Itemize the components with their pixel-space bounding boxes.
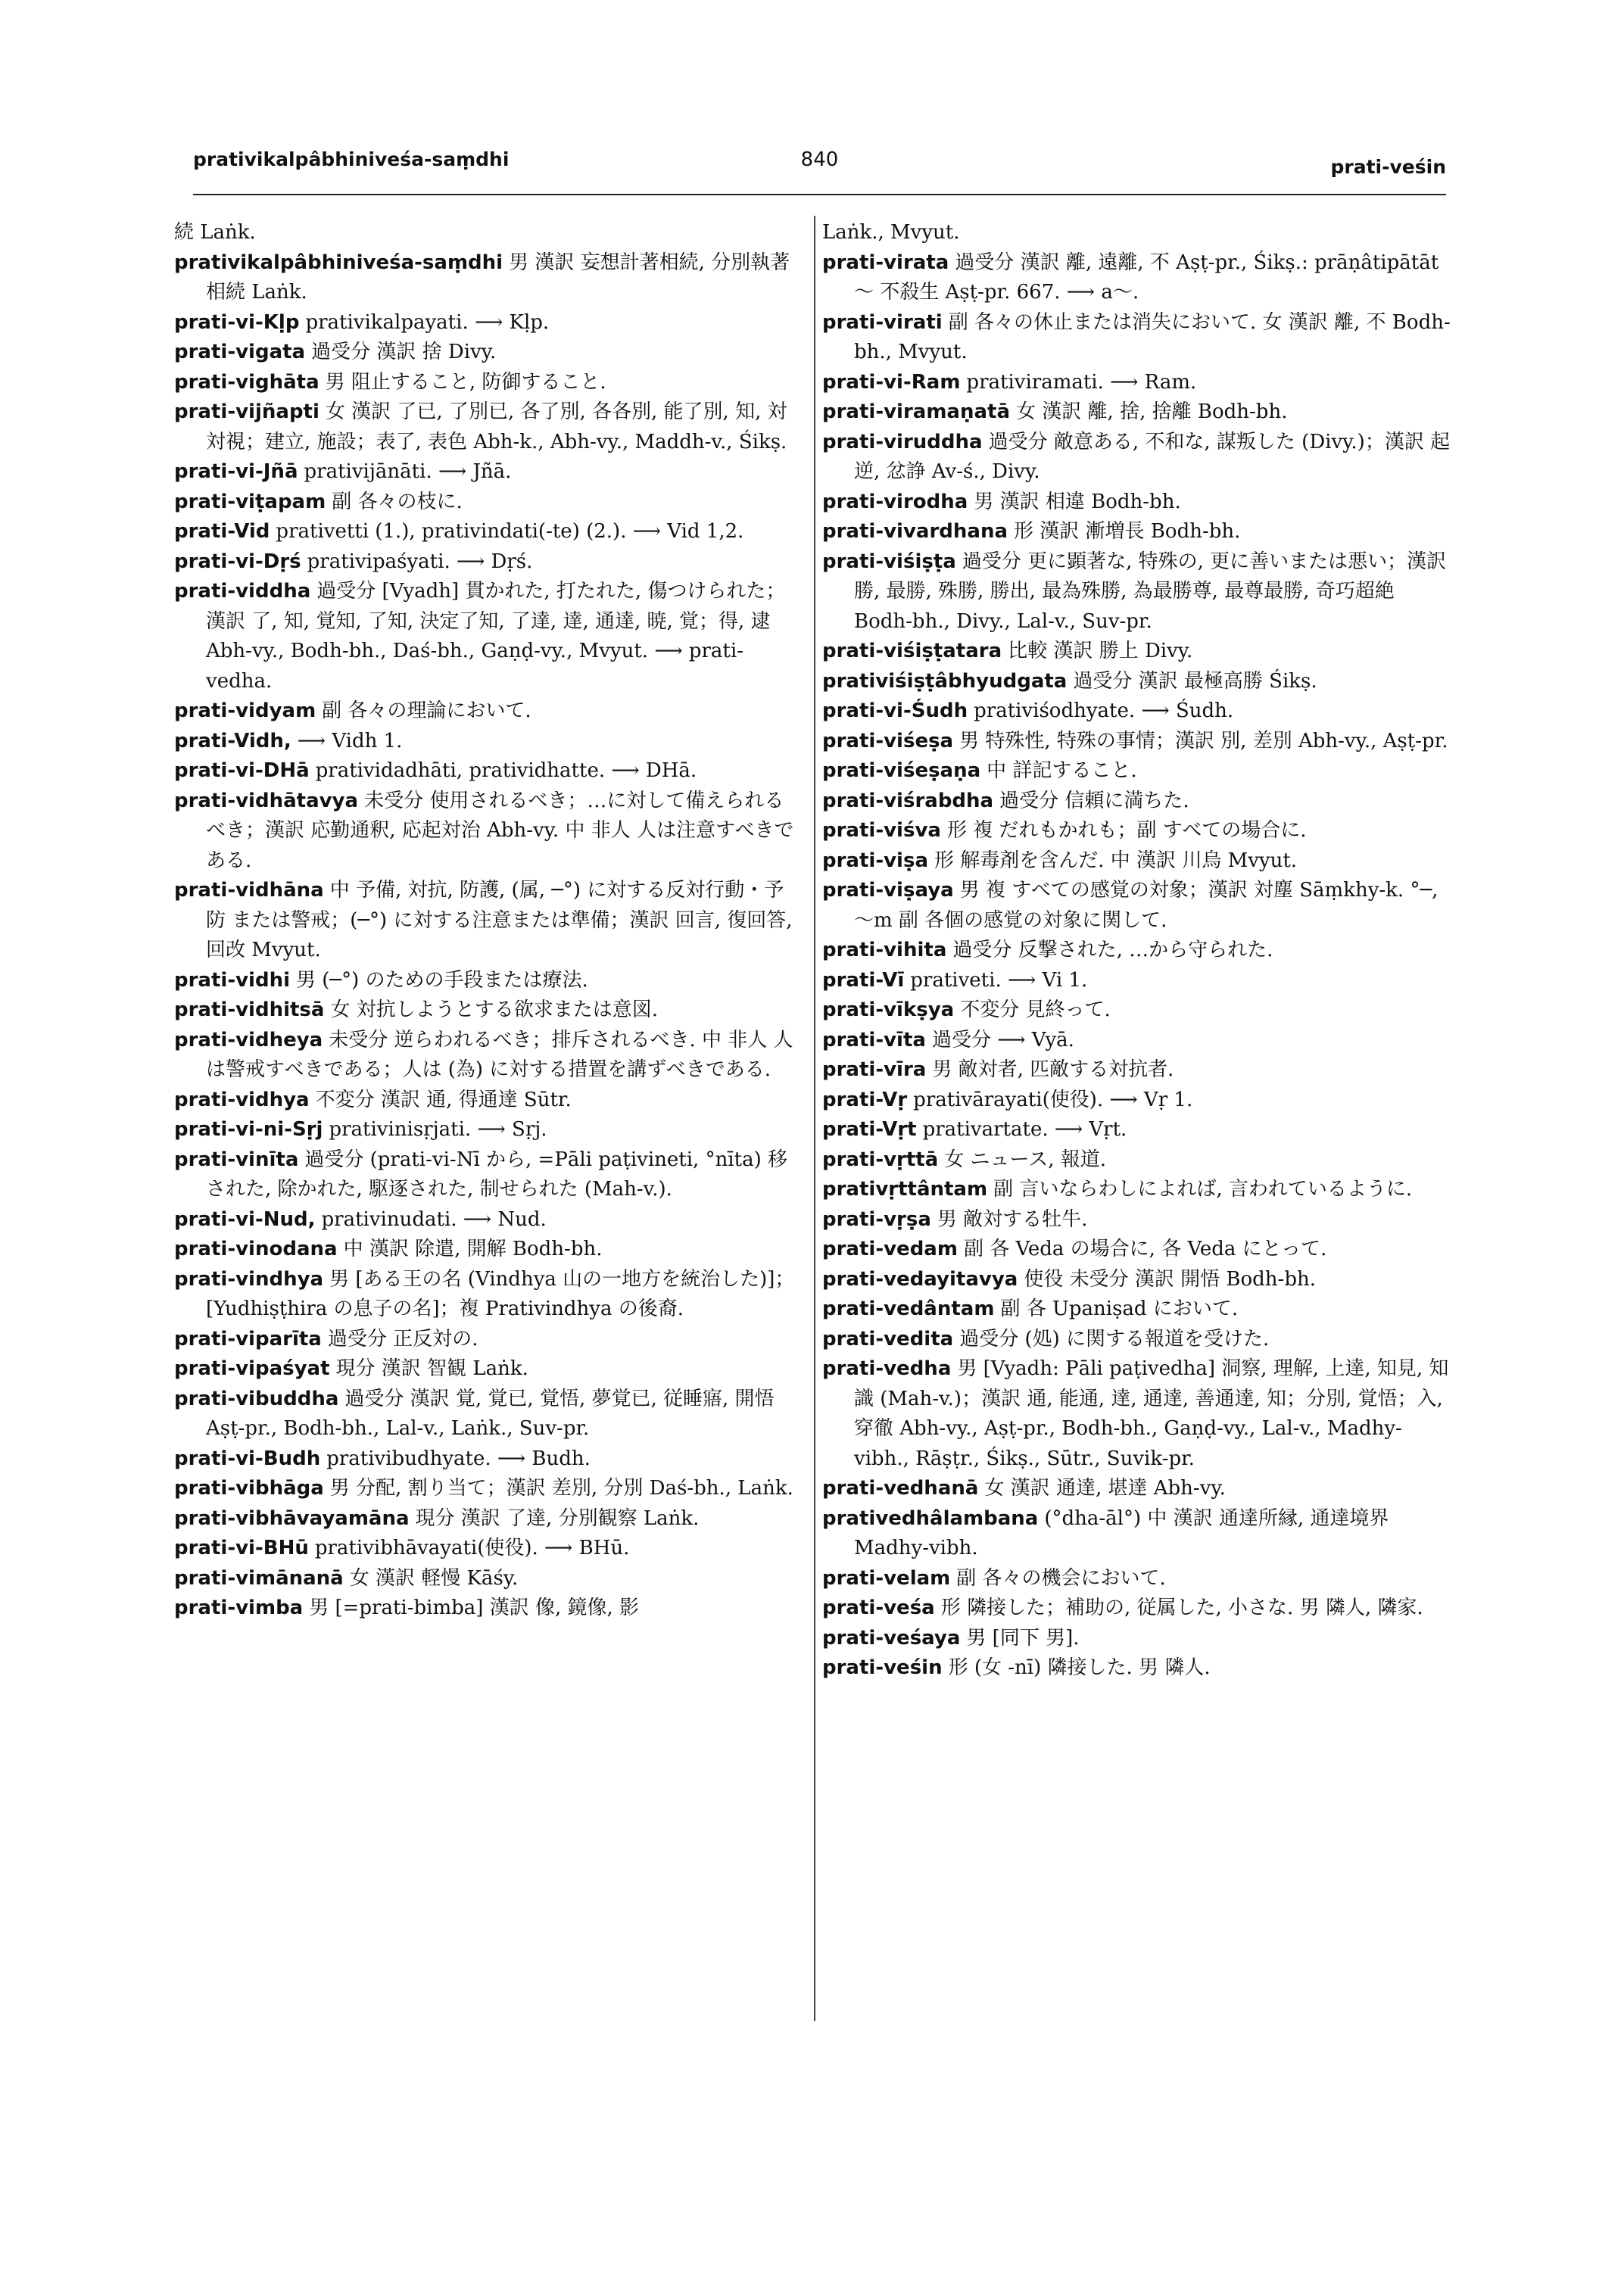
- entry-definition: 過受分 ⟶ Vyā.: [931, 1028, 1074, 1051]
- entry-definition: prativinudati. ⟶ Nud.: [321, 1207, 547, 1231]
- dictionary-entry: [174, 248, 803, 308]
- dictionary-entry: [174, 696, 803, 727]
- dictionary-entry: [822, 787, 1451, 817]
- entry-definition: prativikalpayati. ⟶ Kḷp.: [305, 310, 550, 334]
- dictionary-entry: [822, 1205, 1451, 1235]
- dictionary-entry: [174, 517, 803, 547]
- entry-definition: 比較 漢訳 勝上 Divy.: [1008, 640, 1193, 662]
- dictionary-entry: [822, 1474, 1451, 1504]
- running-head-right: prati-veśin: [1330, 156, 1446, 178]
- dictionary-entry: [822, 248, 1451, 308]
- dictionary-entry: [822, 727, 1451, 757]
- dictionary-entry: [174, 995, 803, 1026]
- dictionary-entry: [822, 488, 1451, 518]
- entry-definition: prativiśodhyate. ⟶ Śudh.: [974, 699, 1234, 722]
- entry-definition: prativipaśyati. ⟶ Dṛś.: [307, 550, 533, 573]
- entry-headword: prati-viruddha: [822, 430, 983, 453]
- entry-headword: prati-Vī: [822, 968, 905, 992]
- entry-headword: prati-vibhāga: [174, 1477, 324, 1500]
- entry-headword: prati-viṭapam: [174, 490, 326, 513]
- entry-definition: 男 (─°) のための手段または療法.: [296, 968, 588, 992]
- dictionary-entry: [174, 756, 803, 787]
- entry-headword: prati-veśa: [822, 1597, 935, 1619]
- entry-definition: 中 詳記すること.: [987, 759, 1137, 782]
- dictionary-entry: [174, 966, 803, 996]
- entry-headword: prati-vinīta: [174, 1148, 299, 1171]
- entry-definition: 不変分 漢訳 通, 得通達 Sūtr.: [315, 1088, 572, 1111]
- entry-definition: 過受分 (処) に関する報道を受けた.: [959, 1327, 1270, 1351]
- entry-definition: prativartate. ⟶ Vṛt.: [922, 1118, 1127, 1141]
- entry-definition: 男 漢訳 妄想計著相続, 分別執著相続 Laṅk.: [206, 251, 790, 304]
- dictionary-entry: [174, 1444, 803, 1475]
- entry-headword: prati-viṣaya: [822, 879, 954, 902]
- entry-definition: 過受分 反撃された, …から守られた.: [952, 939, 1273, 961]
- dictionary-entry: [822, 1086, 1451, 1116]
- entry-headword: prati-vijñapti: [174, 400, 320, 423]
- entry-definition: 過受分 (prati-vi-Nī から, =Pāli paṭivineti, °nīta) 移された, 除かれた, 駆逐された, 制せられた (Mah-v.).: [206, 1148, 787, 1201]
- right-column: [822, 218, 1451, 1684]
- entry-headword: prati-viparīta: [174, 1327, 322, 1351]
- entry-definition: 男 複 すべての感覚の対象；漢訳 対塵 Sāṃkhy-k. °─, ～m 副 各個の感覚の対象に関して.: [854, 879, 1439, 932]
- dictionary-entry: [822, 1624, 1451, 1654]
- dictionary-entry: [822, 1055, 1451, 1086]
- dictionary-entry: [822, 995, 1451, 1026]
- dictionary-entry: [174, 1115, 803, 1145]
- page-header: [193, 148, 1446, 186]
- entry-headword: prati-vedam: [822, 1238, 958, 1260]
- dictionary-entry: [174, 1145, 803, 1205]
- dictionary-entry: [174, 1026, 803, 1086]
- entry-headword: prati-vi-Nud,: [174, 1207, 316, 1231]
- entry-headword: prati-Vid: [174, 520, 270, 543]
- entry-definition: 形 隣接した；補助の, 従属した, 小さな. 男 隣人, 隣家.: [940, 1597, 1423, 1619]
- entry-definition: ⟶ Vidh 1.: [297, 729, 403, 752]
- entry-definition: 副 各々の機会において.: [956, 1566, 1166, 1590]
- entry-headword: prati-vi-Ram: [822, 370, 961, 394]
- dictionary-entry: [822, 1354, 1451, 1474]
- entry-headword: prati-vīra: [822, 1058, 927, 1081]
- entry-definition: pratividadhāti, pratividhatte. ⟶ DHā.: [315, 759, 697, 782]
- entry-definition: 過受分 正反対の.: [327, 1327, 478, 1351]
- entry-definition: 過受分 更に顕著な, 特殊の, 更に善いまたは悪い；漢訳 勝, 最勝, 殊勝, 勝出, 最為殊勝, 為最勝尊, 最尊最勝, 奇巧超絶 Bodh-bh., Divy., Lal-v., Suv-pr.: [854, 550, 1447, 633]
- dictionary-entry: [822, 1175, 1451, 1205]
- entry-headword: prati-vivardhana: [822, 520, 1008, 543]
- entry-headword: prati-vidhi: [174, 968, 291, 992]
- entry-headword: prativedhâlambana: [822, 1506, 1039, 1530]
- entry-headword: prativiśiṣṭâbhyudgata: [822, 669, 1068, 693]
- header-rule: [193, 194, 1446, 195]
- entry-headword: prati-viṣa: [822, 849, 928, 872]
- dictionary-entry: [174, 727, 803, 757]
- entry-headword: prati-veśin: [822, 1656, 943, 1679]
- dictionary-entry: [822, 517, 1451, 547]
- entry-definition: 中 予備, 対抗, 防護, (属, ─°) に対する反対行動・予防 または警戒；(─°) に対する注意または準備；漢訳 回言, 復回答, 回改 Mvyut.: [206, 879, 793, 961]
- dictionary-entry: [174, 1594, 803, 1624]
- entry-definition: prativijānāti. ⟶ Jñā.: [304, 460, 512, 483]
- entry-definition: 未受分 逆らわれるべき；排斥されるべき. 中 非人 人は警戒すべきである；人は (為) に対する措置を講ずべきである.: [206, 1028, 793, 1081]
- entry-definition: 中 漢訳 除遣, 開解 Bodh-bh.: [343, 1238, 603, 1260]
- dictionary-entry: [174, 876, 803, 966]
- dictionary-entry: [822, 1235, 1451, 1265]
- dictionary-entry: [174, 547, 803, 578]
- entry-headword: prati-vi-Dṛś: [174, 550, 301, 573]
- entry-definition: prativinisṛjati. ⟶ Sṛj.: [329, 1118, 547, 1141]
- entry-headword: prativikalpâbhiniveśa-saṃdhi: [174, 251, 503, 274]
- entry-definition: 過受分 信頼に満ちた.: [999, 789, 1189, 812]
- entry-headword: prati-veśaya: [822, 1626, 961, 1650]
- entry-headword: prati-vīkṣya: [822, 999, 955, 1021]
- entry-definition: 女 漢訳 了已, 了別已, 各了別, 各各別, 能了別, 知, 対対視；建立, 施設；表了, 表色 Abh-k., Abh-vy., Maddh-v., Śikṣ.: [206, 400, 787, 453]
- entry-definition: 形 解毒剤を含んだ. 中 漢訳 川烏 Mvyut.: [934, 849, 1298, 872]
- dictionary-entry: [174, 577, 803, 696]
- dictionary-entry: [822, 1594, 1451, 1624]
- entry-headword: prati-vi-DHā: [174, 759, 310, 782]
- entry-headword: prati-vi-Kḷp: [174, 310, 300, 334]
- dictionary-entry: [174, 397, 803, 457]
- entry-headword: prati-viśeṣa: [822, 729, 954, 752]
- entry-headword: prati-vidheya: [174, 1028, 323, 1051]
- dictionary-entry: [822, 1653, 1451, 1684]
- entry-headword: prati-vigata: [174, 341, 306, 363]
- entry-headword: prati-viddha: [174, 580, 311, 603]
- entry-headword: prati-vidhya: [174, 1088, 310, 1111]
- dictionary-entry: [174, 368, 803, 398]
- dictionary-entry: [174, 218, 803, 248]
- dictionary-entry: [174, 1265, 803, 1325]
- entry-definition: 女 漢訳 軽慢 Kāśy.: [349, 1566, 519, 1590]
- dictionary-entry: [822, 936, 1451, 966]
- entry-definition: prativetti (1.), prativindati(-te) (2.). ⟶ Vid 1,2.: [276, 520, 744, 543]
- dictionary-entry: [822, 368, 1451, 398]
- entry-definition: 女 対抗しようとする欲求または意図.: [330, 999, 658, 1021]
- dictionary-entry: [822, 1564, 1451, 1594]
- dictionary-entry: [822, 667, 1451, 697]
- dictionary-entry: [174, 787, 803, 877]
- entry-headword: prati-Vṛt: [822, 1118, 917, 1141]
- entry-headword: prati-vinodana: [174, 1238, 338, 1260]
- dictionary-entry: [174, 1205, 803, 1235]
- entry-definition: 女 ニュース, 報道.: [944, 1148, 1107, 1171]
- entry-headword: prati-vidhāna: [174, 879, 324, 902]
- entry-headword: prativṛttântam: [822, 1178, 988, 1201]
- entry-definition: 副 各々の理論において.: [322, 699, 531, 722]
- entry-headword: prati-virati: [822, 310, 943, 334]
- entry-headword: prati-viśrabdha: [822, 789, 994, 812]
- entry-headword: prati-virodha: [822, 490, 968, 513]
- entry-definition: prativibudhyate. ⟶ Budh.: [326, 1447, 591, 1470]
- entry-definition: prativeti. ⟶ Vi 1.: [910, 968, 1088, 992]
- entry-headword: prati-vighāta: [174, 370, 320, 394]
- entry-definition: 過受分 漢訳 最極高勝 Śikṣ.: [1073, 669, 1317, 693]
- entry-headword: prati-velam: [822, 1566, 951, 1590]
- dictionary-entry: [822, 1325, 1451, 1355]
- dictionary-entry: [174, 1385, 803, 1444]
- entry-headword: prati-vṛttā: [822, 1148, 939, 1171]
- entry-definition: 形 (女 -nī) 隣接した. 男 隣人.: [948, 1656, 1211, 1679]
- dictionary-entry: [174, 338, 803, 368]
- entry-definition: 形 漢訳 漸増長 Bodh-bh.: [1014, 520, 1241, 543]
- entry-headword: prati-vibhāvayamāna: [174, 1506, 410, 1530]
- entry-definition: 男 阻止すること, 防御すること.: [325, 370, 606, 394]
- left-column: [174, 218, 803, 1624]
- entry-definition: Laṅk., Mvyut.: [822, 221, 960, 244]
- entry-headword: prati-vṛṣa: [822, 1207, 931, 1231]
- dictionary-entry: [822, 876, 1451, 936]
- entry-headword: prati-viramaṇatā: [822, 400, 1011, 423]
- entry-headword: prati-vimānanā: [174, 1566, 344, 1590]
- dictionary-entry: [174, 1086, 803, 1116]
- dictionary-entry: [822, 846, 1451, 877]
- entry-definition: 女 漢訳 通達, 堪達 Abh-vy.: [984, 1477, 1226, 1500]
- entry-definition: 男 分配, 割り当て；漢訳 差別, 分別 Daś-bh., Laṅk.: [329, 1477, 793, 1500]
- dictionary-entry: [822, 1265, 1451, 1295]
- entry-definition: 副 各 Upaniṣad において.: [1000, 1298, 1239, 1320]
- entry-definition: 過受分 漢訳 覚, 覚已, 覚悟, 夢覚已, 従睡寤, 開悟 Aṣṭ-pr., Bodh-bh., Lal-v., Laṅk., Suv-pr.: [206, 1387, 775, 1440]
- running-head-left: prativikalpâbhiniveśa-saṃdhi: [193, 148, 510, 170]
- entry-headword: prati-vidhitsā: [174, 999, 325, 1021]
- dictionary-entry: [822, 1145, 1451, 1176]
- entry-definition: 過受分 漢訳 捨 Divy.: [311, 341, 497, 363]
- entry-headword: prati-vi-Jñā: [174, 460, 298, 483]
- entry-headword: prati-vidhātavya: [174, 789, 359, 812]
- dictionary-entry: [822, 756, 1451, 787]
- dictionary-entry: [822, 637, 1451, 667]
- dictionary-entry: [174, 1564, 803, 1594]
- entry-headword: prati-Vidh,: [174, 729, 291, 752]
- entry-definition: 現分 漢訳 智観 Laṅk.: [335, 1357, 528, 1380]
- entry-definition: 副 言いならわしによれば, 言われているように.: [993, 1178, 1413, 1201]
- entry-definition: prativārayati(使役). ⟶ Vṛ 1.: [913, 1088, 1193, 1111]
- entry-headword: prati-vedayitavya: [822, 1267, 1018, 1291]
- dictionary-entry: [822, 1026, 1451, 1056]
- entry-definition: (°dha-āl°) 中 漢訳 通達所縁, 通達境界 Madhy-vibh.: [854, 1506, 1389, 1559]
- entry-definition: 副 各 Veda の場合に, 各 Veda にとって.: [963, 1238, 1327, 1260]
- dictionary-entry: [174, 1474, 803, 1504]
- dictionary-entry: [174, 1354, 803, 1385]
- entry-headword: prati-vedhanā: [822, 1477, 979, 1500]
- entry-definition: 男 [Vyadh: Pāli paṭivedha] 洞察, 理解, 上達, 知見, 知識 (Mah-v.)；漢訳 通, 能通, 達, 通達, 善通達, 知；分別, 覚悟；入, 穿徹 Abh-vy., Aṣṭ-pr., Bodh-bh., Gaṇḍ-vy., Lal-v., Madhy-vibh., Rāṣṭr., Śikṣ., Sūtr., Suvik-pr.: [854, 1357, 1449, 1470]
- entry-headword: prati-virata: [822, 251, 949, 274]
- entry-definition: 男 [同下 男].: [966, 1626, 1080, 1650]
- dictionary-entry: [174, 1325, 803, 1355]
- page-number: 840: [800, 148, 839, 171]
- dictionary-entry: [174, 488, 803, 518]
- dictionary-entry: [174, 308, 803, 338]
- entry-headword: prati-viśva: [822, 819, 941, 842]
- dictionary-entry: [822, 696, 1451, 727]
- entry-definition: 男 敵対者, 匹敵する対抗者.: [932, 1058, 1174, 1081]
- entry-headword: prati-vi-BHū: [174, 1537, 309, 1559]
- entry-definition: prativiramati. ⟶ Ram.: [966, 370, 1197, 394]
- dictionary-entry: [822, 1294, 1451, 1325]
- dictionary-entry: [822, 397, 1451, 428]
- entry-headword: prati-Vṛ: [822, 1088, 908, 1111]
- entry-definition: 女 漢訳 離, 捨, 捨離 Bodh-bh.: [1016, 400, 1288, 423]
- entry-definition: 男 敵対する牡牛.: [937, 1207, 1088, 1231]
- entry-headword: prati-vīta: [822, 1028, 926, 1051]
- dictionary-entry: [174, 457, 803, 488]
- dictionary-entry: [822, 428, 1451, 488]
- entry-definition: 副 各々の枝に.: [332, 490, 463, 513]
- entry-definition: 副 各々の休止または消失において. 女 漢訳 離, 不 Bodh-bh., Mvyut.: [854, 310, 1451, 363]
- dictionary-entry: [174, 1235, 803, 1265]
- column-divider: [814, 216, 815, 2021]
- entry-definition: 男 漢訳 相違 Bodh-bh.: [974, 490, 1181, 513]
- entry-definition: 未受分 使用されるべき；…に対して備えられるべき；漢訳 応勤通釈, 応起対治 Abh-vy. 中 非人 人は注意すべきである.: [206, 789, 794, 872]
- entry-headword: prati-vi-ni-Sṛj: [174, 1118, 323, 1141]
- entry-headword: prati-vedântam: [822, 1298, 995, 1320]
- entry-definition: prativibhāvayati(使役). ⟶ BHū.: [314, 1537, 630, 1559]
- dictionary-entry: [822, 966, 1451, 996]
- entry-headword: prati-vedita: [822, 1327, 954, 1351]
- entry-headword: prati-viśiṣṭa: [822, 550, 956, 573]
- entry-definition: 過受分 敵意ある, 不和な, 謀叛した (Divy.)；漢訳 起逆, 忿諍 Av-ś., Divy.: [854, 430, 1451, 483]
- entry-definition: 現分 漢訳 了達, 分別観察 Laṅk.: [415, 1506, 700, 1530]
- dictionary-entry: [822, 547, 1451, 637]
- entry-headword: prati-vidyam: [174, 699, 316, 722]
- dictionary-entry: [174, 1504, 803, 1534]
- entry-definition: 男 特殊性, 特殊の事情；漢訳 別, 差別 Abh-vy., Aṣṭ-pr.: [959, 729, 1448, 752]
- dictionary-entry: [822, 308, 1451, 368]
- entry-headword: prati-vimba: [174, 1597, 304, 1619]
- entry-headword: prati-vi-Budh: [174, 1447, 321, 1470]
- entry-definition: 過受分 漢訳 離, 遠離, 不 Aṣṭ-pr., Śikṣ.: prāṇâtipātāt ～ 不殺生 Aṣṭ-pr. 667. ⟶ a～.: [854, 251, 1439, 304]
- entry-headword: prati-viśiṣṭatara: [822, 640, 1002, 662]
- entry-headword: prati-vibuddha: [174, 1387, 339, 1410]
- entry-definition: 使役 未受分 漢訳 開悟 Bodh-bh.: [1024, 1267, 1316, 1291]
- entry-definition: 過受分 [Vyadh] 貫かれた, 打たれた, 傷つけられた；漢訳 了, 知, 覚知, 了知, 決定了知, 了達, 達, 通達, 暁, 覚；得, 逮 Abh-vy., Bodh-bh., Daś-bh., Gaṇḍ-vy., Mvyut. ⟶ prati-vedha.: [206, 580, 786, 693]
- entry-headword: prati-viśeṣaṇa: [822, 759, 981, 782]
- entry-headword: prati-vedha: [822, 1357, 952, 1380]
- dictionary-entry: [822, 816, 1451, 846]
- dictionary-entry: [822, 1115, 1451, 1145]
- entry-headword: prati-vindhya: [174, 1267, 324, 1291]
- entry-definition: 続 Laṅk.: [174, 221, 256, 244]
- entry-headword: prati-vi-Śudh: [822, 699, 968, 722]
- dictionary-entry: [822, 1504, 1451, 1564]
- entry-headword: prati-vihita: [822, 939, 947, 961]
- entry-definition: 男 [ある王の名 (Vindhya 山の一地方を統治した)]；[Yudhiṣṭhira の息子の名]；複 Prativindhya の後裔.: [206, 1267, 795, 1320]
- dictionary-entry: [174, 1534, 803, 1564]
- entry-definition: 不変分 見終って.: [960, 999, 1111, 1021]
- dictionary-entry: [822, 218, 1451, 248]
- entry-headword: prati-vipaśyat: [174, 1357, 330, 1380]
- entry-definition: 男 [=prati-bimba] 漢訳 像, 鏡像, 影: [309, 1597, 640, 1619]
- entry-definition: 形 複 だれもかれも；副 すべての場合に.: [946, 819, 1307, 842]
